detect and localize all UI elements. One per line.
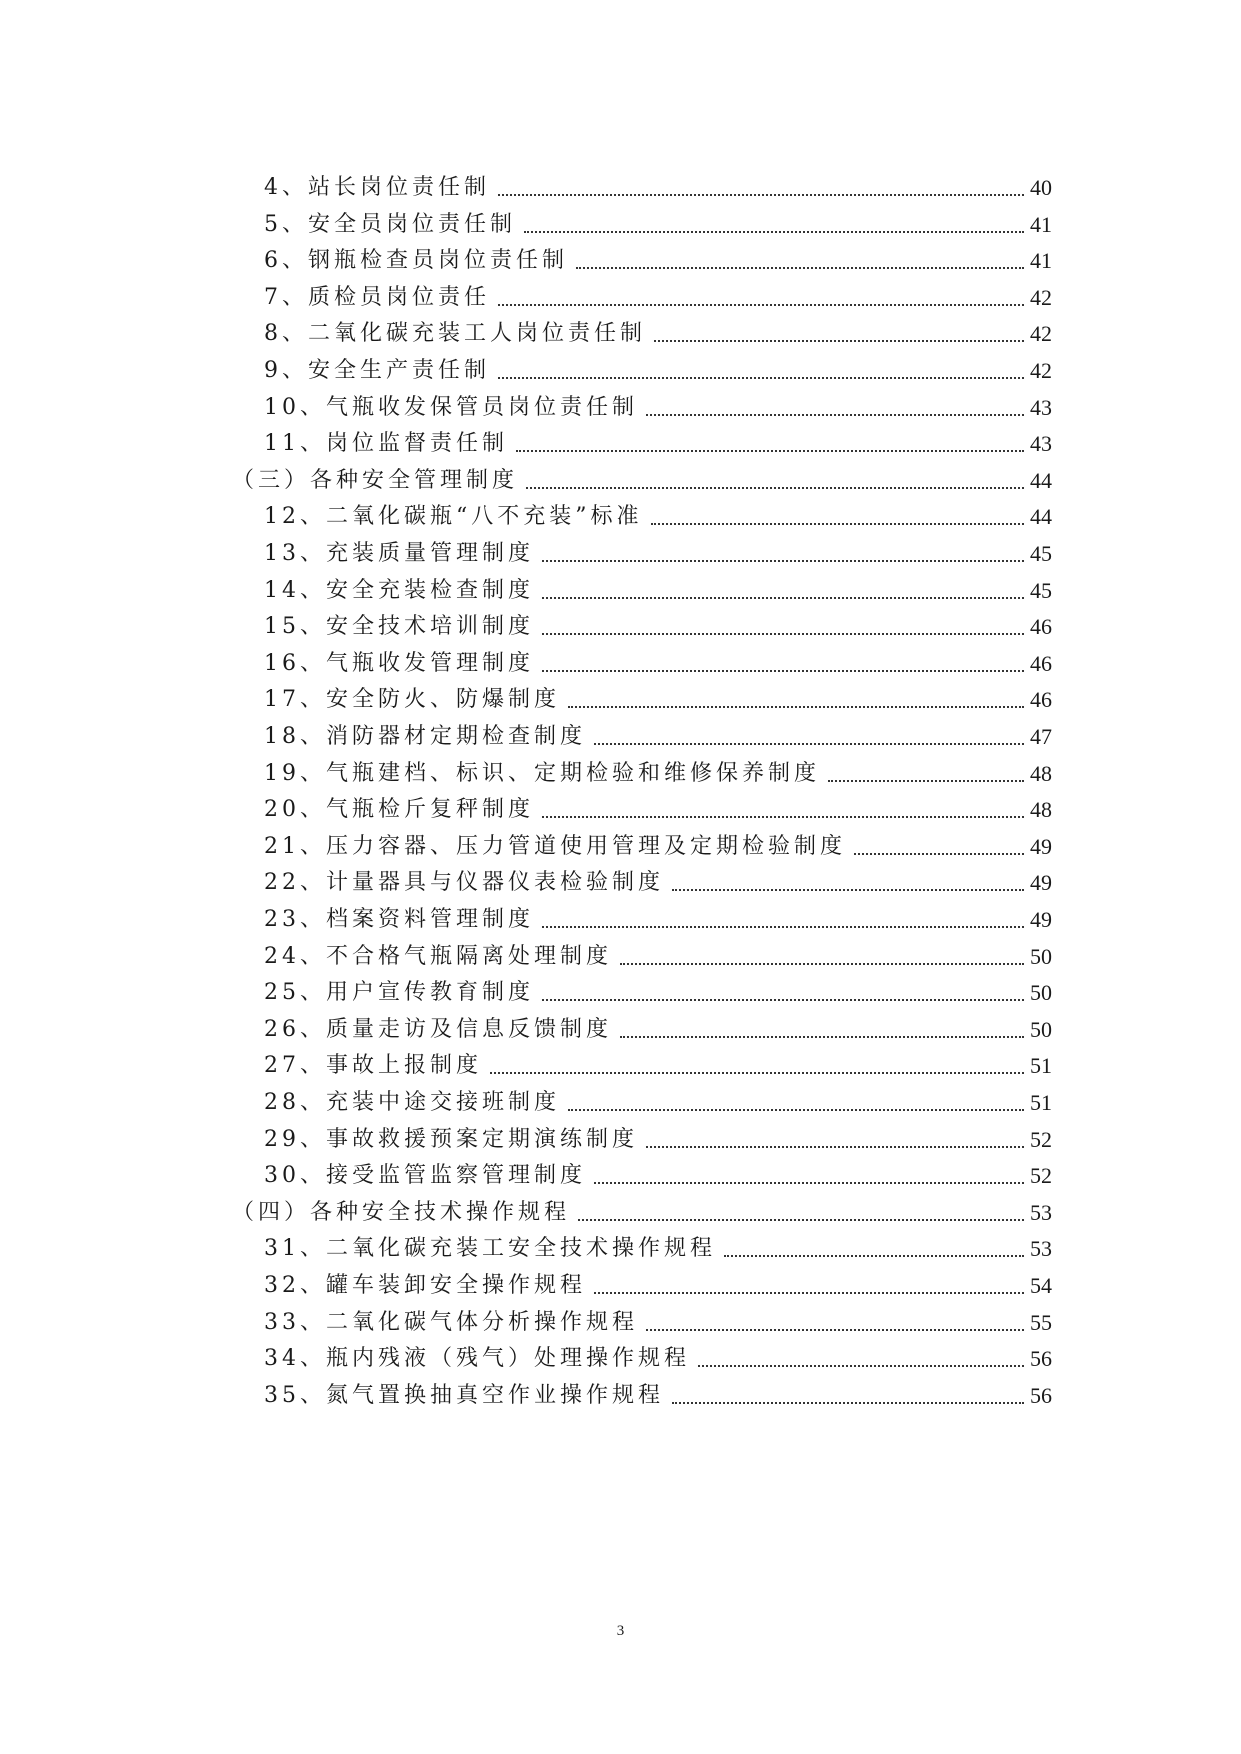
toc-entry-title: 10、气瓶收发保管员岗位责任制 — [264, 394, 638, 420]
toc-entry-title: 6、钢瓶检查员岗位责任制 — [264, 248, 568, 274]
toc-entry-title: 8、二氧化碳充装工人岗位责任制 — [264, 321, 646, 347]
toc-entry-row[interactable] — [264, 1114, 1052, 1154]
toc-entry-row[interactable] — [264, 1223, 1052, 1263]
toc-entry-title: 13、充装质量管理制度 — [264, 541, 534, 566]
toc-page-number: 47 — [1030, 724, 1052, 749]
toc-dot-leader — [620, 1036, 1024, 1038]
toc-page-number: 42 — [1030, 321, 1052, 347]
toc-dot-leader — [828, 780, 1024, 782]
toc-entry-row[interactable] — [264, 784, 1052, 824]
toc-entry-title: 33、二氧化碳气体分析操作规程 — [264, 1309, 638, 1335]
toc-dot-leader — [542, 926, 1024, 928]
toc-entry-title: 31、二氧化碳充装工安全技术操作规程 — [264, 1236, 716, 1262]
toc-page-number: 53 — [1030, 1199, 1052, 1225]
toc-dot-leader — [542, 999, 1024, 1001]
toc-entry-title: 11、岗位监督责任制 — [264, 431, 508, 457]
toc-dot-leader — [646, 1146, 1024, 1148]
toc-page-number: 50 — [1030, 1016, 1052, 1042]
toc-dot-leader — [516, 450, 1024, 452]
toc-entry-title: 29、事故救援预案定期演练制度 — [264, 1126, 638, 1152]
toc-entry-title: 12、二氧化碳瓶“八不充装”标准 — [264, 504, 643, 530]
toc-dot-leader — [620, 963, 1024, 965]
toc-page-number: 46 — [1030, 650, 1052, 676]
toc-entry-title: 14、安全充装检查制度 — [264, 577, 534, 603]
toc-dot-leader — [654, 340, 1024, 342]
toc-dot-leader — [646, 1329, 1024, 1331]
toc-entry-title: 20、气瓶检斤复秤制度 — [264, 797, 534, 823]
toc-entry-row[interactable] — [264, 1370, 1052, 1410]
toc-entry-title: 28、充装中途交接班制度 — [264, 1090, 560, 1115]
toc-page-number: 49 — [1030, 907, 1052, 932]
toc-dot-leader — [542, 670, 1024, 672]
toc-entry-title: 18、消防器材定期检查制度 — [264, 724, 586, 749]
toc-entry-row[interactable] — [264, 711, 1052, 751]
toc-page-number: 40 — [1030, 175, 1052, 200]
toc-entry-title: 15、安全技术培训制度 — [264, 614, 534, 640]
toc-dot-leader — [578, 1219, 1024, 1221]
toc-entry-row[interactable] — [264, 931, 1052, 971]
toc-entry-row[interactable] — [264, 967, 1052, 1007]
toc-dot-leader — [542, 560, 1024, 562]
toc-entry-row[interactable] — [264, 638, 1052, 678]
toc-page-number: 41 — [1030, 248, 1052, 274]
toc-page-number: 51 — [1030, 1090, 1052, 1115]
toc-entry-row[interactable] — [264, 1333, 1052, 1373]
toc-entry-title: 27、事故上报制度 — [264, 1053, 482, 1079]
toc-entry-row[interactable] — [264, 199, 1052, 239]
toc-entry-title: 4、站长岗位责任制 — [264, 175, 490, 200]
toc-dot-leader — [672, 1402, 1024, 1404]
toc-entry-row[interactable] — [264, 272, 1052, 312]
toc-entry-row[interactable] — [264, 308, 1052, 348]
toc-entry-title: 7、质检员岗位责任 — [264, 284, 490, 310]
toc-dot-leader — [724, 1255, 1024, 1257]
toc-entry-title: （三）各种安全管理制度 — [232, 467, 519, 493]
toc-dot-leader — [498, 304, 1024, 306]
toc-entry-title: 25、用户宣传教育制度 — [264, 980, 534, 1006]
toc-dot-leader — [524, 231, 1024, 233]
page-number: 3 — [616, 1623, 625, 1639]
toc-page-number: 49 — [1030, 833, 1052, 859]
toc-page-number: 56 — [1030, 1382, 1052, 1408]
toc-dot-leader — [526, 487, 1024, 489]
toc-entry-row[interactable] — [264, 748, 1052, 788]
toc-page-number: 44 — [1030, 467, 1052, 493]
toc-page-number: 42 — [1030, 284, 1052, 310]
toc-entry-row[interactable] — [264, 418, 1052, 458]
toc-page-number: 50 — [1030, 980, 1052, 1006]
toc-entry-title: 35、氮气置换抽真空作业操作规程 — [264, 1382, 664, 1408]
toc-dot-leader — [594, 1292, 1024, 1294]
toc-dot-leader — [698, 1365, 1024, 1367]
toc-entry-row[interactable] — [264, 1297, 1052, 1337]
toc-entry-row[interactable] — [264, 821, 1052, 861]
toc-dot-leader — [498, 377, 1024, 379]
toc-page-number: 45 — [1030, 577, 1052, 603]
toc-page-number: 46 — [1030, 687, 1052, 713]
toc-page-number: 46 — [1030, 614, 1052, 640]
toc-page-number: 43 — [1030, 394, 1052, 420]
toc-entry-title: 22、计量器具与仪器仪表检验制度 — [264, 870, 664, 896]
toc-entry-row[interactable] — [264, 382, 1052, 422]
toc-entry-row[interactable] — [264, 674, 1052, 714]
toc-entry-title: 19、气瓶建档、标识、定期检验和维修保养制度 — [264, 760, 820, 786]
toc-dot-leader — [568, 706, 1024, 708]
toc-page-number: 48 — [1030, 760, 1052, 786]
toc-entry-title: 17、安全防火、防爆制度 — [264, 687, 560, 713]
toc-entry-row[interactable] — [264, 345, 1052, 385]
toc-dot-leader — [568, 1109, 1024, 1111]
toc-entry-row[interactable] — [264, 601, 1052, 641]
toc-dot-leader — [490, 1072, 1024, 1074]
toc-dot-leader — [542, 816, 1024, 818]
toc-dot-leader — [594, 1182, 1024, 1184]
toc-page-number: 45 — [1030, 541, 1052, 566]
toc-entry-title: 24、不合格气瓶隔离处理制度 — [264, 943, 612, 969]
toc-page-number: 52 — [1030, 1163, 1052, 1189]
toc-entry-title: 26、质量走访及信息反馈制度 — [264, 1016, 612, 1042]
toc-entry-title: 16、气瓶收发管理制度 — [264, 650, 534, 676]
toc-entry-title: 34、瓶内残液（残气）处理操作规程 — [264, 1346, 690, 1372]
toc-entry-row[interactable] — [264, 1077, 1052, 1117]
toc-page-number: 41 — [1030, 211, 1052, 237]
toc-dot-leader — [542, 597, 1024, 599]
toc-page-number: 42 — [1030, 358, 1052, 383]
toc-section-row[interactable] — [232, 1187, 1052, 1227]
toc-page-number: 49 — [1030, 870, 1052, 896]
toc-dot-leader — [498, 194, 1024, 196]
toc-page-number: 43 — [1030, 431, 1052, 457]
toc-entry-row[interactable] — [264, 162, 1052, 202]
toc-entry-title: 32、罐车装卸安全操作规程 — [264, 1273, 586, 1298]
toc-entry-title: 5、安全员岗位责任制 — [264, 211, 516, 237]
toc-entry-title: （四）各种安全技术操作规程 — [232, 1199, 571, 1225]
toc-dot-leader — [594, 743, 1024, 745]
toc-page-number: 55 — [1030, 1309, 1052, 1335]
toc-page-number: 44 — [1030, 504, 1052, 530]
toc-entry-row[interactable] — [264, 857, 1052, 897]
toc-entry-row[interactable] — [264, 1150, 1052, 1190]
toc-page-number: 48 — [1030, 797, 1052, 823]
toc-entry-title: 21、压力容器、压力管道使用管理及定期检验制度 — [264, 833, 846, 859]
toc-entry-row[interactable] — [264, 491, 1052, 531]
toc-entry-row[interactable] — [264, 1004, 1052, 1044]
toc-dot-leader — [646, 414, 1024, 416]
toc-entry-title: 9、安全生产责任制 — [264, 358, 490, 383]
toc-dot-leader — [576, 267, 1024, 269]
toc-section-row[interactable] — [232, 455, 1052, 495]
toc-entry-row[interactable] — [264, 894, 1052, 934]
toc-dot-leader — [542, 633, 1024, 635]
toc-page-number: 51 — [1030, 1053, 1052, 1079]
toc-dot-leader — [651, 523, 1025, 525]
toc-page-number: 54 — [1030, 1273, 1052, 1298]
toc-page-number: 52 — [1030, 1126, 1052, 1152]
toc-entry-row[interactable] — [264, 565, 1052, 605]
toc-entry-title: 30、接受监管监察管理制度 — [264, 1163, 586, 1189]
toc-entry-row[interactable] — [264, 235, 1052, 275]
toc-entry-title: 23、档案资料管理制度 — [264, 907, 534, 932]
toc-dot-leader — [672, 889, 1024, 891]
toc-page-number: 50 — [1030, 943, 1052, 969]
toc-entry-row[interactable] — [264, 1260, 1052, 1300]
toc-page-number: 53 — [1030, 1236, 1052, 1262]
toc-entry-row[interactable] — [264, 528, 1052, 568]
toc-dot-leader — [854, 853, 1024, 855]
toc-entry-row[interactable] — [264, 1040, 1052, 1080]
toc-page-number: 56 — [1030, 1346, 1052, 1372]
